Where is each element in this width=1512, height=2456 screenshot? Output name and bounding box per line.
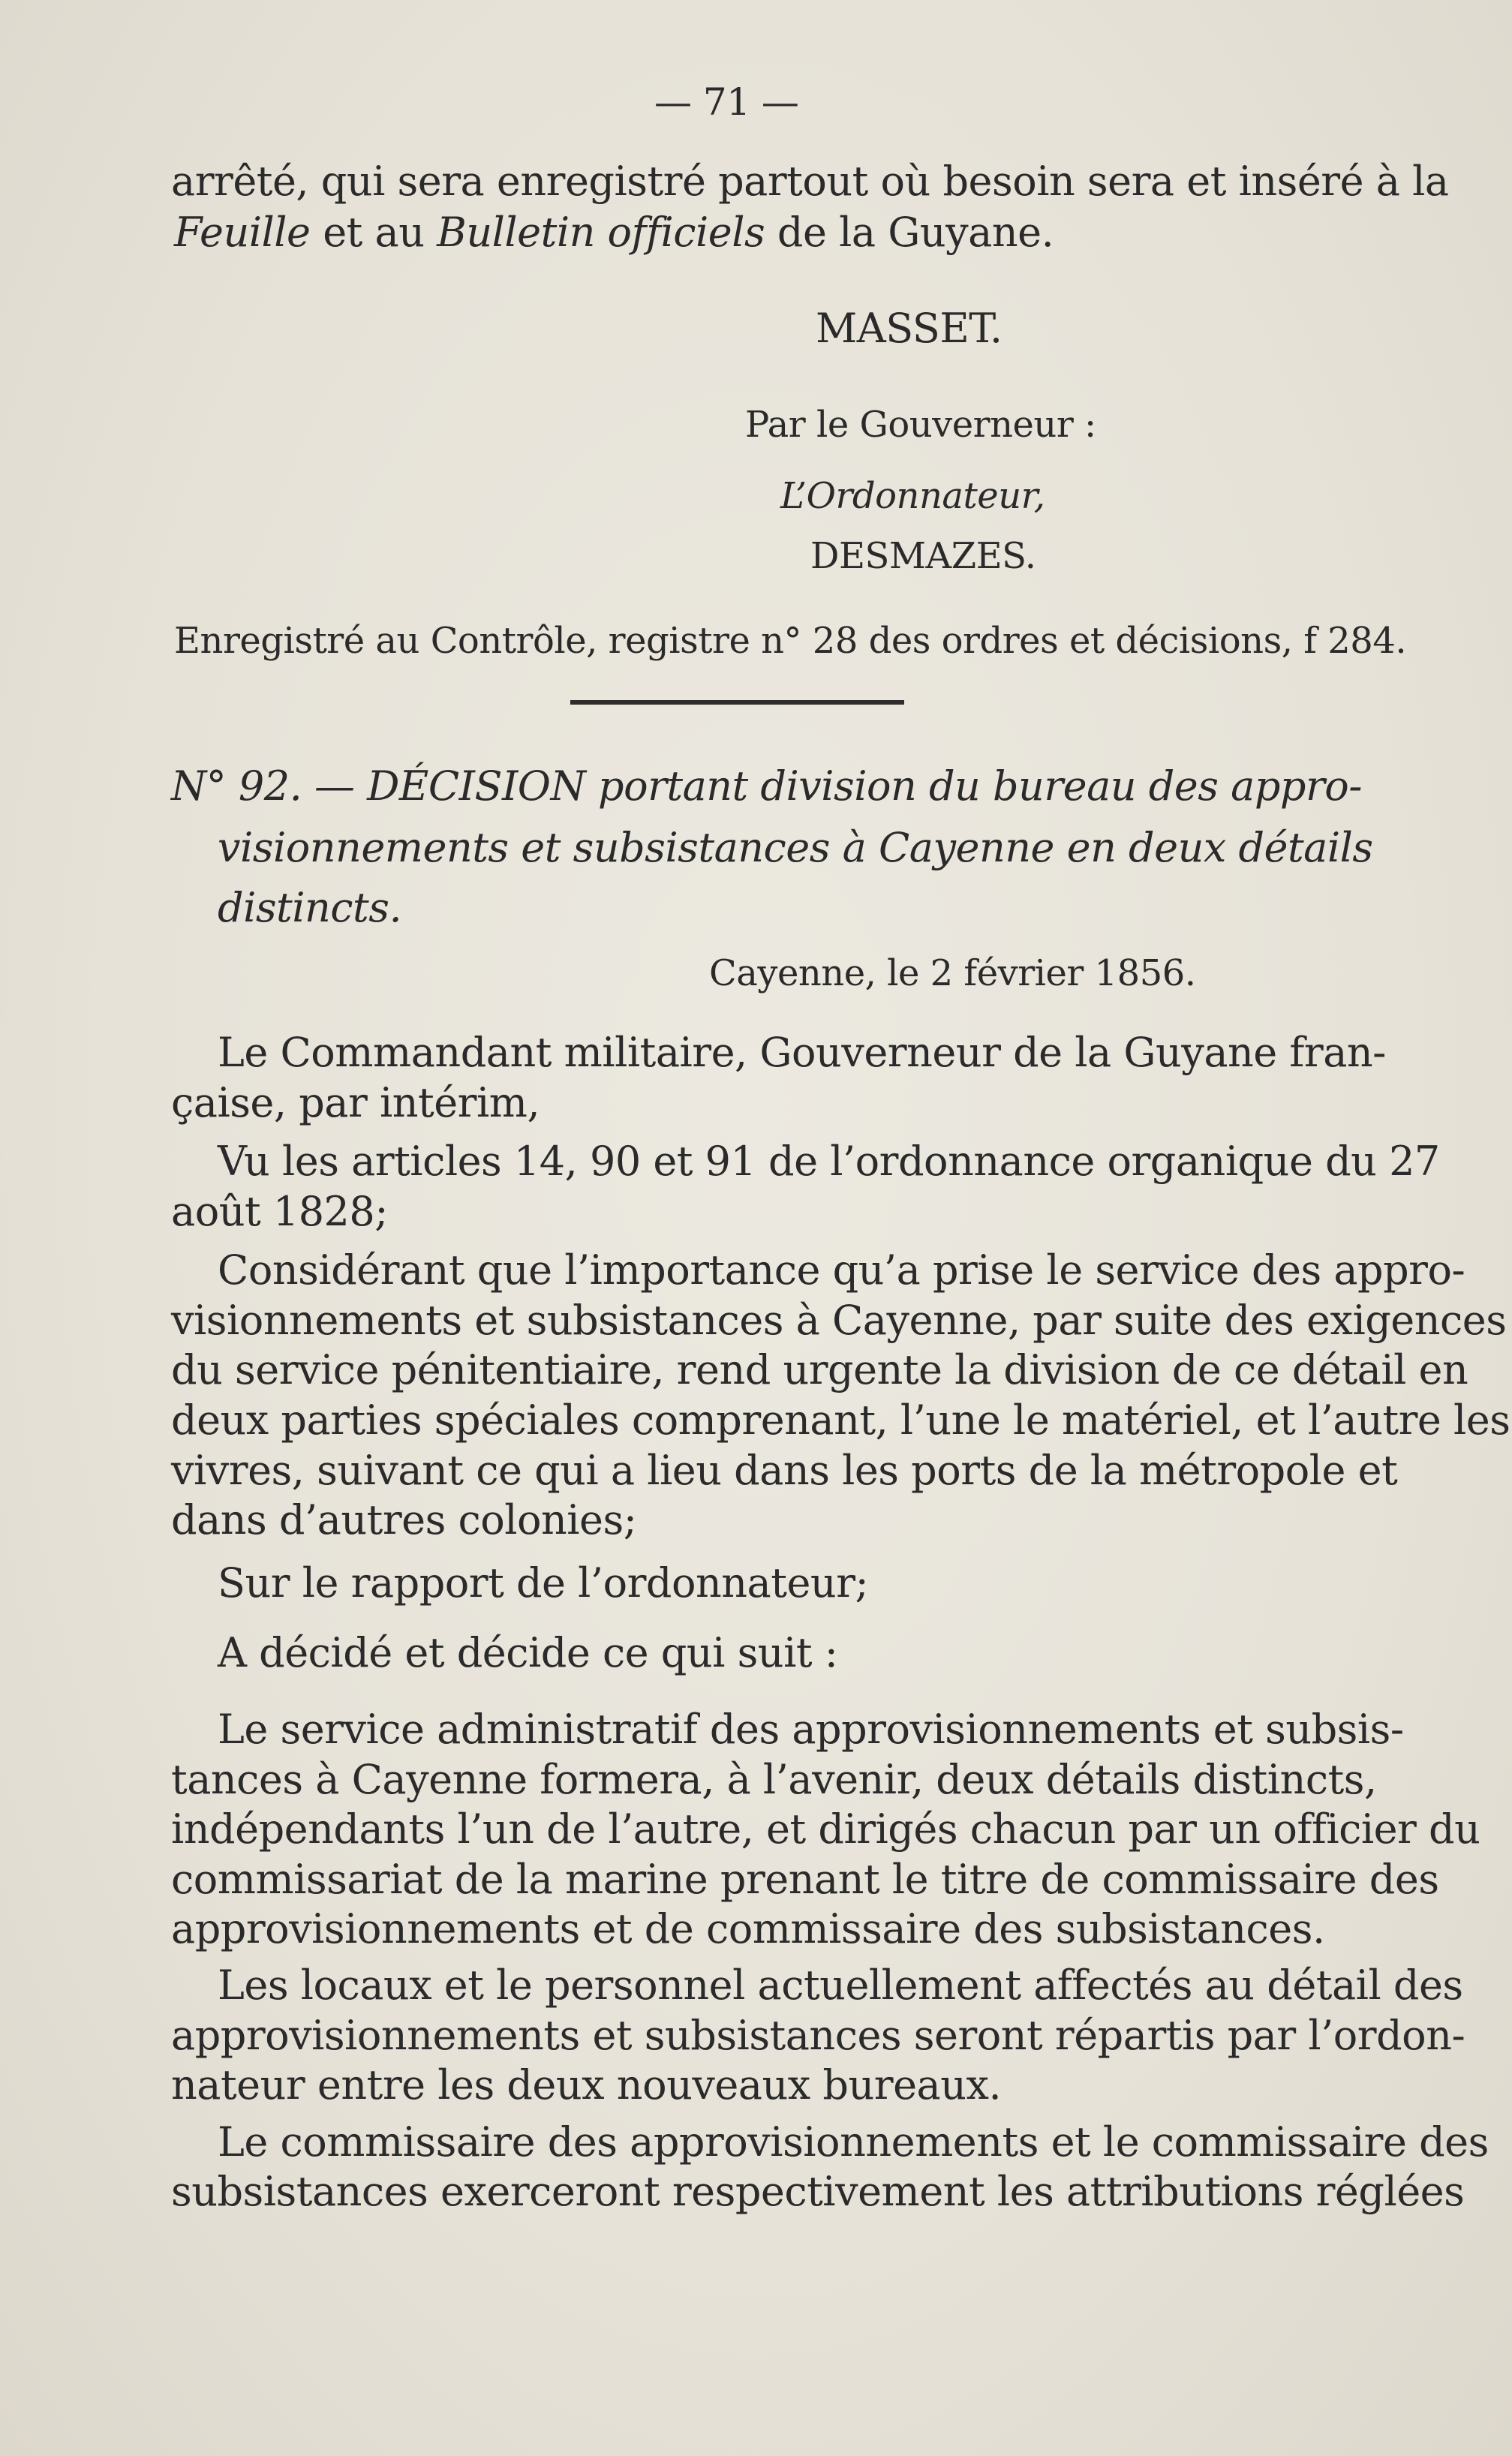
decision-heading-line: visionnements et subsistances à Cayenne en deux détails [218, 824, 1373, 871]
body-line: Feuille et au Bulletin officiels de la Guyane. [174, 209, 1054, 256]
body-line: vivres, suivant ce qui a lieu dans les ports de la métropole et [171, 1447, 1398, 1494]
section-divider [570, 700, 904, 705]
body-line: tances à Cayenne formera, à l’avenir, deux détails distincts, [171, 1756, 1377, 1803]
body-line: Le service administratif des approvisionnements et subsis- [218, 1706, 1404, 1753]
signature-by-line: Par le Gouverneur : [745, 404, 1096, 446]
body-line: deux parties spéciales comprenant, l’une le matériel, et l’autre les [171, 1396, 1510, 1444]
body-line: Considérant que l’importance qu’a prise le service des appro- [218, 1246, 1465, 1294]
body-line: Les locaux et le personnel actuellement affectés au détail des [218, 1961, 1463, 2009]
body-line: dans d’autres colonies; [171, 1496, 637, 1544]
body-line: Le Commandant militaire, Gouverneur de la Guyane fran- [218, 1029, 1386, 1076]
body-line: subsistances exerceront respectivement les attributions réglées [171, 2168, 1465, 2215]
body-line: Le commissaire des approvisionnements et le commissaire des [218, 2118, 1489, 2166]
body-line: Sur le rapport de l’ordonnateur; [218, 1559, 869, 1607]
signature-name: MASSET. [816, 305, 1002, 352]
body-line: du service pénitentiaire, rend urgente la division de ce détail en [171, 1346, 1468, 1393]
page-number: — 71 — [654, 80, 799, 124]
body-line: août 1828; [171, 1188, 388, 1235]
body-line: visionnements et subsistances à Cayenne, par suite des exigences [171, 1297, 1507, 1344]
body-line: commissariat de la marine prenant le titre de commissaire des [171, 1856, 1439, 1903]
decision-heading-line: distincts. [218, 884, 402, 931]
body-line: approvisionnements et de commissaire des subsistances. [171, 1905, 1325, 1952]
body-line: approvisionnements et subsistances seront répartis par l’ordon- [171, 2012, 1465, 2059]
decision-heading-line: N° 92. — DÉCISION portant division du bureau des appro- [171, 762, 1363, 810]
body-line: Vu les articles 14, 90 et 91 de l’ordonnance organique du 27 [218, 1138, 1440, 1185]
place-date: Cayenne, le 2 février 1856. [709, 952, 1196, 994]
body-line: indépendants l’un de l’autre, et dirigés chacun par un officier du [171, 1805, 1480, 1853]
registration-note: Enregistré au Contrôle, registre n° 28 des ordres et décisions, f 284. [174, 620, 1407, 662]
body-line: nateur entre les deux nouveaux bureaux. [171, 2061, 1002, 2109]
signature-role: L’Ordonnateur, [780, 475, 1045, 517]
body-line: çaise, par intérim, [171, 1079, 540, 1126]
body-line: A décidé et décide ce qui suit : [218, 1629, 838, 1676]
signature-ordonnateur-name: DESMAZES. [810, 535, 1036, 577]
body-line: arrêté, qui sera enregistré partout où besoin sera et inséré à la [171, 158, 1449, 205]
